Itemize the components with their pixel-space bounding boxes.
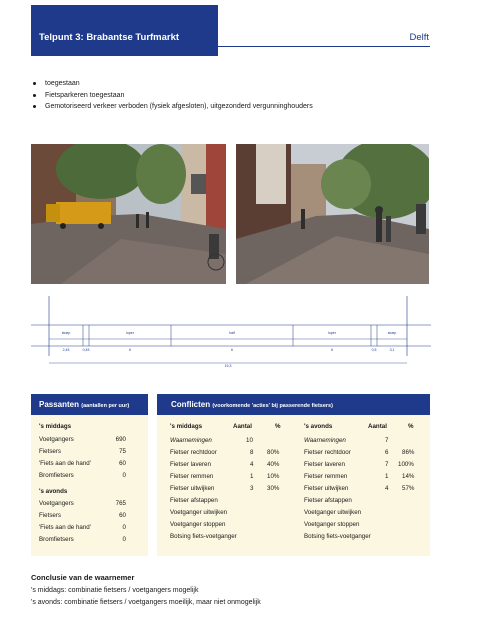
- section-label: 's avonds: [304, 423, 333, 430]
- width-label: 3,1: [389, 348, 395, 352]
- row-value: 765: [115, 500, 126, 507]
- row-pct: 14%: [402, 473, 415, 480]
- conclusion-line: 's middags: combinatie fietsers / voetgangers mogelijk: [31, 587, 199, 594]
- row-label: Waarnemingen: [170, 437, 212, 444]
- zone-label: stoep: [387, 331, 397, 335]
- row-pct: 86%: [402, 449, 415, 456]
- conflicten-panel: [157, 415, 430, 556]
- row-label: Waarnemingen: [304, 437, 346, 444]
- row-label: Fietser rechtdoor: [304, 449, 351, 456]
- row-aantal: 1: [250, 473, 254, 480]
- row-aantal: 10: [246, 437, 253, 444]
- row-label: Fietser rechtdoor: [170, 449, 217, 456]
- row-label: Fietser afstappen: [170, 497, 218, 504]
- street-photo-left: [31, 144, 226, 284]
- row-aantal: 8: [250, 449, 254, 456]
- bullet-list: [31, 78, 313, 113]
- row-label: 'Fiets aan de hand': [39, 460, 91, 467]
- row-label: Fietser afstappen: [304, 497, 352, 504]
- width-label: 6: [129, 348, 131, 352]
- conclusion-line: 's avonds: combinatie fietsers / voetgangers moeilijk, maar niet onmogelijk: [31, 599, 261, 606]
- section-label: 's middags: [170, 423, 203, 430]
- header-rule: [218, 46, 430, 47]
- row-value: 60: [119, 512, 126, 519]
- total-width-label: 19,3: [224, 364, 232, 368]
- row-value: 0: [122, 536, 126, 543]
- row-label: Fietser uitwijken: [170, 485, 215, 492]
- row-label: Fietser remmen: [304, 473, 348, 480]
- row-label: Botsing fiets-voetganger: [170, 533, 237, 540]
- column-header: Aantal: [368, 423, 387, 430]
- street-photo-right: [236, 144, 429, 284]
- page-title: Telpunt 3: Brabantse Turfmarkt: [39, 32, 180, 43]
- zone-label: half: [229, 331, 235, 335]
- bullet-item: toegestaan: [31, 78, 313, 90]
- conclusion-title: Conclusie van de waarnemer: [31, 573, 135, 582]
- row-label: Fietsers: [39, 512, 62, 519]
- row-label: Bromfietsers: [39, 472, 74, 479]
- row-value: 60: [119, 460, 126, 467]
- zone-label: loper: [328, 331, 336, 335]
- row-label: Botsing fiets-voetganger: [304, 533, 371, 540]
- row-label: 'Fiets aan de hand': [39, 524, 91, 531]
- column-header: Aantal: [233, 423, 252, 430]
- city-label: Delft: [409, 32, 429, 43]
- zone-label: loper: [126, 331, 134, 335]
- passanten-panel: [31, 415, 148, 556]
- passanten-title: Passanten: [39, 400, 80, 409]
- bullet-item: Fietsparkeren toegestaan: [31, 90, 313, 102]
- bullet-item: Gemotoriseerd verkeer verboden (fysiek afgesloten), uitgezonderd vergunninghouders: [31, 101, 313, 113]
- row-pct: 10%: [267, 473, 280, 480]
- row-pct: 57%: [402, 485, 415, 492]
- row-aantal: 7: [385, 437, 389, 444]
- zone-label: stoep: [61, 331, 71, 335]
- row-label: Voetganger uitwijken: [304, 509, 362, 516]
- row-label: Fietser laveren: [304, 461, 345, 468]
- row-label: Voetganger stoppen: [304, 521, 360, 528]
- row-aantal: 6: [385, 449, 389, 456]
- section-label: 's middags: [39, 423, 72, 430]
- passanten-subtitle: (aantallen per uur): [81, 403, 130, 409]
- row-label: Voetganger stoppen: [170, 521, 226, 528]
- row-pct: 40%: [267, 461, 280, 468]
- row-pct: 80%: [267, 449, 280, 456]
- width-label: 6: [231, 348, 233, 352]
- conflicten-title: Conflicten: [171, 400, 211, 409]
- passanten-header: [31, 394, 148, 415]
- row-value: 75: [119, 448, 126, 455]
- row-pct: 100%: [398, 461, 414, 468]
- column-header: %: [275, 423, 281, 430]
- row-aantal: 4: [385, 485, 389, 492]
- row-pct: 30%: [267, 485, 280, 492]
- conflicten-subtitle: (voorkomende 'acties' bij passerende fietsers): [212, 403, 333, 409]
- header-bar: [31, 5, 218, 56]
- conflicten-header: [157, 394, 430, 415]
- row-value: 0: [122, 472, 126, 479]
- row-label: Fietsers: [39, 448, 62, 455]
- width-label: 0,5: [371, 348, 377, 352]
- width-label: 6: [331, 348, 333, 352]
- row-aantal: 7: [385, 461, 389, 468]
- width-label: 0,45: [82, 348, 90, 352]
- row-aantal: 3: [250, 485, 254, 492]
- row-label: Bromfietsers: [39, 536, 74, 543]
- row-value: 690: [115, 436, 126, 443]
- width-label: 2,45: [62, 348, 70, 352]
- row-value: 0: [122, 524, 126, 531]
- row-label: Fietser uitwijken: [304, 485, 349, 492]
- column-header: %: [408, 423, 414, 430]
- row-aantal: 4: [250, 461, 254, 468]
- street-profile: [31, 296, 431, 368]
- row-aantal: 1: [385, 473, 389, 480]
- row-label: Fietser laveren: [170, 461, 211, 468]
- row-label: Voetgangers: [39, 500, 74, 507]
- row-label: Voetganger uitwijken: [170, 509, 228, 516]
- row-label: Fietser remmen: [170, 473, 214, 480]
- row-label: Voetgangers: [39, 436, 74, 443]
- section-label: 's avonds: [39, 488, 68, 495]
